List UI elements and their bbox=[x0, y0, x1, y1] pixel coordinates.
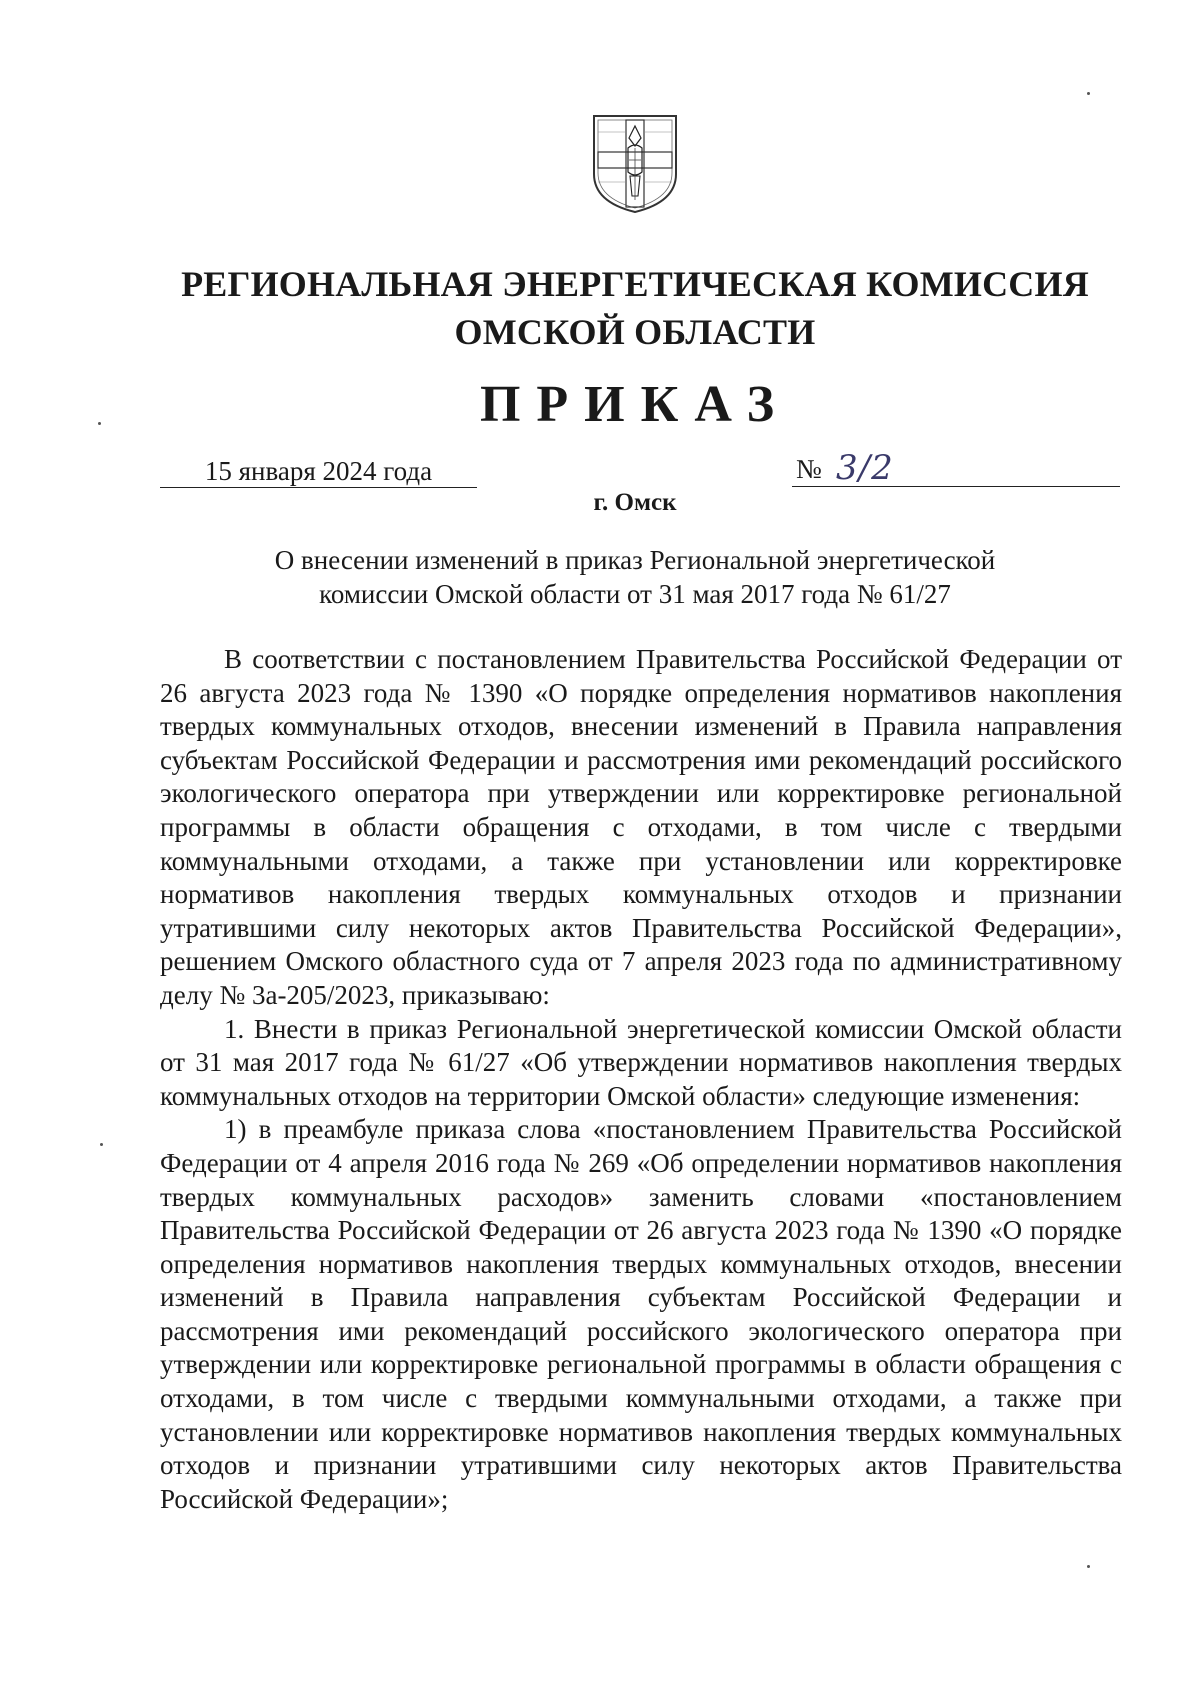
item-1-1-paragraph: 1) в преамбуле приказа слова «постановлением Правительства Российской Федерации от 4 апреля 2016 года № 269 «Об определении нормативов накопления твердых коммунальных расходов» заменить словами «постановлением Правительства Российской Федерации от 26 августа 2023 года № 1390 «О порядке определения нормативов накопления твердых коммунальных отходов, внесении изменений в Правила направления субъектам Российской Федерации и рассмотрения ими рекомендаций российского экологического оператора при утверждении или корректировке региональной программы в области обращения с отходами, в том числе с твердыми коммунальными отходами, а также при установлении или корректировке нормативов накопления твердых коммунальных отходов и признании утратившими силу некоторых актов Правительства Российской Федерации»; bbox=[160, 1114, 1122, 1514]
document-subject bbox=[160, 543, 1110, 611]
item-1-paragraph: 1. Внести в приказ Региональной энергетической комиссии Омской области от 31 мая 2017 года № 61/27 «Об утверждении нормативов накопления твердых коммунальных отходов на территории Омской области» следующие изменения: bbox=[160, 1013, 1122, 1111]
preamble-paragraph: В соответствии с постановлением Правительства Российской Федерации от 26 августа 2023 года № 1390 «О порядке определения нормативов накопления твердых коммунальных отходов, внесении изменений в Правила направления субъектам Российской Федерации и рассмотрения ими рекомендаций российского экологического оператора при утверждении или корректировке региональной программы в области обращения с отходами, в том числе с твердыми коммунальными отходами, а также при установлении или корректировке нормативов накопления твердых коммунальных отходов и признании утратившими силу некоторых актов Правительства Российской Федерации», решением Омского областного суда от 7 апреля 2023 года по административному делу № 3а-205/2023, приказываю: bbox=[160, 644, 1122, 1010]
organization-title-line1: РЕГИОНАЛЬНАЯ ЭНЕРГЕТИЧЕСКАЯ КОМИССИЯ bbox=[181, 264, 1089, 304]
document-number bbox=[792, 448, 1120, 487]
document-city: г. Омск bbox=[593, 489, 677, 516]
document-body bbox=[160, 643, 1122, 1516]
subject-line1: О внесении изменений в приказ Региональной энергетической bbox=[274, 545, 996, 575]
document-date: 15 января 2024 года bbox=[160, 455, 477, 488]
document-type: ПРИКАЗ bbox=[479, 376, 791, 433]
subject-line2: комиссии Омской области от 31 мая 2017 года № 61/27 bbox=[319, 579, 951, 609]
scan-speck bbox=[1087, 1565, 1090, 1568]
omsk-coat-of-arms-icon bbox=[588, 112, 682, 216]
organization-title bbox=[0, 260, 1200, 356]
number-sign: № bbox=[796, 454, 822, 484]
scan-speck bbox=[100, 1143, 103, 1146]
number-value: 3/2 bbox=[836, 448, 894, 488]
scan-speck bbox=[98, 422, 101, 425]
scan-speck bbox=[1087, 92, 1090, 95]
organization-title-line2: ОМСКОЙ ОБЛАСТИ bbox=[454, 312, 816, 352]
